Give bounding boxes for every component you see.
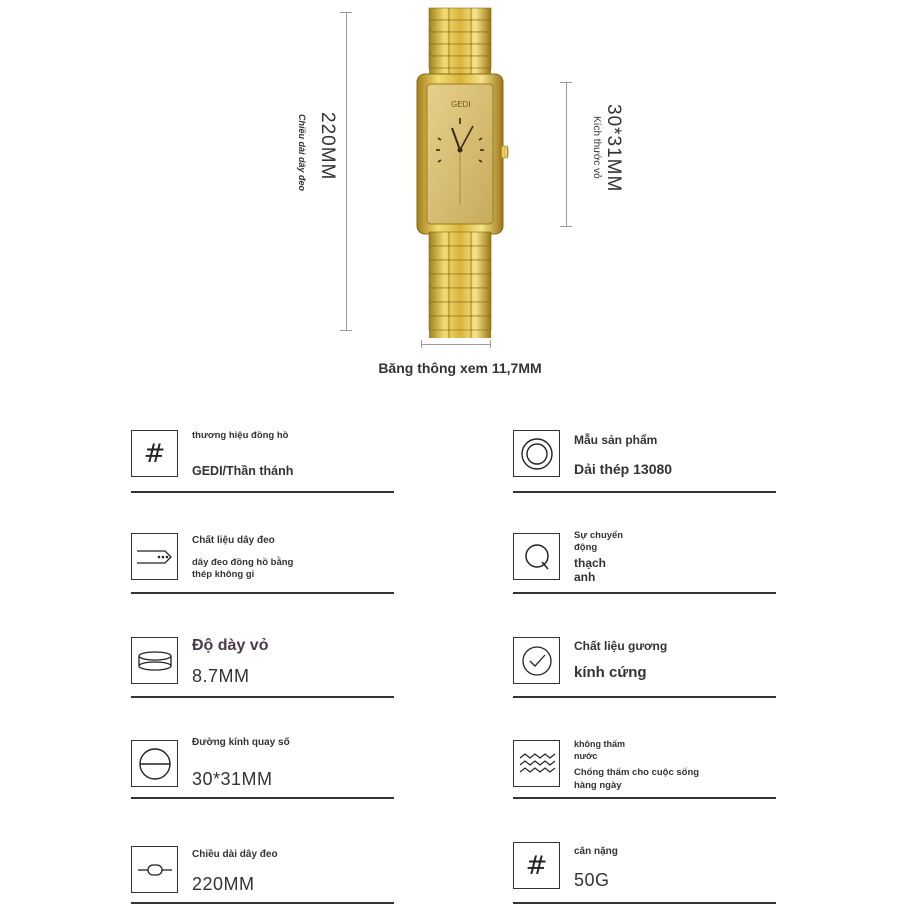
spec-label: Chất liệu dây đeo: [192, 535, 275, 546]
spec-movement: [513, 530, 776, 601]
spec-value: GEDI/Thần thánh: [192, 464, 294, 478]
concentric-circles-icon: [513, 430, 560, 477]
case-size-label: Kích thước vỏ: [591, 116, 602, 179]
spec-model: [513, 430, 776, 498]
spec-divider: [131, 797, 394, 799]
strap-length-cap-bottom: [340, 330, 352, 331]
dial-diameter-icon: [131, 740, 178, 787]
hash-icon: #: [513, 842, 560, 889]
product-hero: [0, 0, 914, 390]
spec-label: cân nặng: [574, 846, 618, 857]
watch-crown: [501, 146, 508, 158]
spec-value: dây đeo đồng hồ bằng thép không gỉ: [192, 557, 294, 580]
case-size-cap-bottom: [560, 226, 572, 227]
spec-dial-diameter: [131, 737, 394, 808]
case-size-dimension-line: [566, 82, 567, 226]
spec-divider: [513, 491, 776, 493]
spec-divider: [131, 592, 394, 594]
bandwidth-cap-left: [421, 340, 422, 348]
spec-value: 220MM: [192, 874, 255, 894]
case-size-value: 30*31MM: [603, 104, 624, 193]
spec-label: Chất liệu gương: [574, 639, 668, 653]
spec-water-resistance: [513, 740, 776, 808]
spec-divider: [513, 696, 776, 698]
spec-value: 50G: [574, 870, 610, 890]
spec-weight: [513, 842, 776, 910]
spec-case-thickness: [131, 637, 394, 705]
spec-value: kính cứng: [574, 664, 647, 681]
case-thickness-icon: [131, 637, 178, 684]
strap-length-cap-top: [340, 12, 352, 13]
spec-strap-material: [131, 533, 394, 601]
spec-divider: [513, 902, 776, 904]
spec-label: Sự chuyển động: [574, 530, 624, 553]
strap-icon: [131, 533, 178, 580]
spec-label: Đường kính quay số: [192, 737, 290, 748]
spec-strap-length: [131, 846, 394, 914]
bandwidth-label: Băng thông xem 11,7MM: [378, 360, 542, 376]
hash-icon: #: [131, 430, 178, 477]
spec-value: Chống thấm cho cuộc sống hàng ngày: [574, 767, 700, 791]
spec-value: Dải thép 13080: [574, 461, 673, 477]
spec-label: thương hiệu đồng hồ: [192, 430, 289, 441]
dial-logo: GEDI: [451, 100, 471, 109]
spec-label: Mẫu sản phẩm: [574, 433, 658, 447]
spec-divider: [131, 696, 394, 698]
bandwidth-cap-right: [490, 340, 491, 348]
spec-value: 8.7MM: [192, 666, 250, 686]
bandwidth-dimension-line: [421, 344, 491, 345]
strap-length-icon: [131, 846, 178, 893]
spec-divider: [513, 797, 776, 799]
lower-bracelet: [429, 232, 491, 338]
case-size-cap-top: [560, 82, 572, 83]
hand-pivot: [458, 148, 463, 153]
spec-label: không thấm nước: [574, 739, 625, 761]
spec-value: thạch anh: [574, 556, 607, 584]
check-circle-icon: [513, 637, 560, 684]
spec-divider: [131, 491, 394, 493]
spec-divider: [513, 592, 776, 594]
spec-label: Chiều dài dây đeo: [192, 849, 278, 860]
spec-label: Độ dày vỏ: [192, 637, 269, 654]
spec-divider: [131, 902, 394, 904]
strap-length-dimension-line: [346, 12, 347, 330]
upper-bracelet: [429, 8, 491, 76]
spec-brand: [131, 430, 394, 498]
strap-length-label: Chiều dài dây đeo: [297, 114, 307, 192]
quartz-q-icon: [513, 533, 560, 580]
water-wave-icon: [513, 740, 560, 787]
spec-glass-material: [513, 637, 776, 705]
strap-length-value: 220MM: [317, 112, 338, 181]
watch-image: [405, 0, 515, 345]
spec-value: 30*31MM: [192, 769, 273, 789]
